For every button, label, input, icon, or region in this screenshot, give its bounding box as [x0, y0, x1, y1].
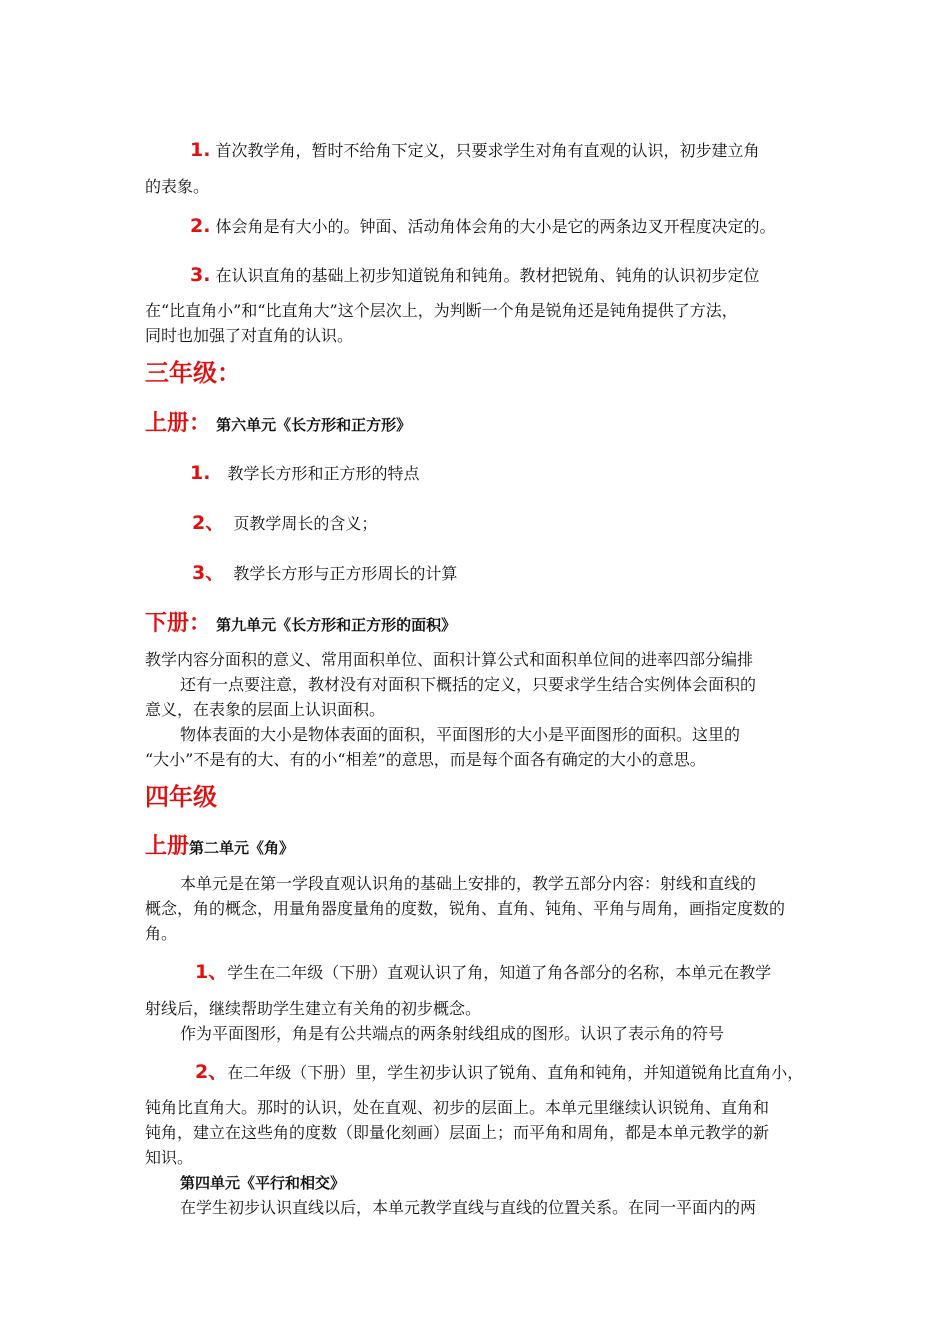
- grade4-point-2-line-2: 钝角比直角大。那时的认识，处在直观、初步的层面上。本单元里继续认识锐角、直角和: [145, 1098, 770, 1117]
- grade4-para-1a: 本单元是在第一学段直观认识角的基础上安排的，教学五部分内容：射线和直线的: [180, 874, 757, 893]
- point-number: 1、: [195, 961, 228, 983]
- unit-title: 第九单元《长方形和正方形的面积》: [216, 616, 457, 634]
- point-number: 3.: [190, 264, 211, 286]
- point-number: 1.: [190, 139, 211, 161]
- item-text: 页教学周长的含义；: [233, 514, 378, 533]
- point-text: 在二年级（下册）里，学生初步认识了锐角、直角和钝角，并知道锐角比直角小，: [227, 1063, 804, 1082]
- grade4-point-1-line-1: [195, 960, 771, 985]
- point-text: 在认识直角的基础上初步知道锐角和钝角。教材把锐角、钝角的认识初步定位: [215, 266, 760, 285]
- unit-title: 第六单元《长方形和正方形》: [216, 416, 412, 434]
- volume-label: 上册: [145, 834, 190, 859]
- grade3-upper-heading: [145, 410, 411, 438]
- item-text: 教学长方形与正方形周长的计算: [233, 564, 458, 583]
- unit-title: 第二单元《角》: [189, 839, 295, 857]
- grade3-lower-para-1: 教学内容分面积的意义、常用面积单位、面积计算公式和面积单位间的进率四部分编排: [145, 650, 754, 669]
- point-text: 学生在二年级（下册）直观认识了角，知道了角各部分的名称，本单元在教学: [227, 963, 772, 982]
- point-text: 体会角是有大小的。钟面、活动角体会角的大小是它的两条边叉开程度决定的。: [215, 217, 776, 236]
- item-number: 3、: [192, 562, 225, 584]
- grade4-point-1-line-3: 作为平面图形，角是有公共端点的两条射线组成的图形。认识了表示角的符号: [180, 1024, 725, 1043]
- point-1-line-1: [190, 138, 760, 163]
- grade3-upper-item-2: [192, 511, 377, 536]
- item-number: 2、: [192, 512, 225, 534]
- grade3-lower-heading: [145, 610, 456, 638]
- grade4-point-1-line-2: 射线后，继续帮助学生建立有关角的初步概念。: [145, 999, 482, 1018]
- item-number: 1.: [190, 462, 211, 484]
- point-3-line-1: [190, 263, 760, 288]
- point-1-line-2: 的表象。: [145, 177, 210, 196]
- grade4-para-1b: 概念，角的概念，用量角器度量角的度数，锐角、直角、钝角、平角与周角，画指定度数的: [145, 899, 786, 918]
- point-number: 2.: [190, 215, 211, 237]
- grade4-point-2-line-1: [195, 1060, 803, 1085]
- grade3-heading: 三年级：: [145, 359, 241, 387]
- volume-label: 下册：: [145, 611, 212, 636]
- grade4-point-2-line-3: 钝角，建立在这些角的度数（即量化刻画）层面上；而平角和周角，都是本单元教学的新: [145, 1123, 770, 1142]
- grade4-para-2a: 在学生初步认识直线以后，本单元教学直线与直线的位置关系。在同一平面内的两: [180, 1198, 757, 1217]
- volume-label: 上册：: [145, 411, 212, 436]
- grade3-upper-item-1: [190, 461, 420, 486]
- item-text: 教学长方形和正方形的特点: [227, 464, 420, 483]
- grade4-heading: 四年级: [145, 783, 217, 811]
- grade3-lower-para-3b: “大小”不是有的大、有的小“相差”的意思，而是每个面各有确定的大小的意思。: [145, 750, 706, 769]
- grade3-upper-item-3: [192, 561, 457, 586]
- point-number: 2、: [195, 1061, 228, 1083]
- grade3-lower-para-2b: 意义，在表象的层面上认识面积。: [145, 700, 386, 719]
- point-text: 首次教学角，暂时不给角下定义，只要求学生对角有直观的认识，初步建立角: [215, 141, 760, 160]
- grade4-upper-heading: [145, 833, 294, 861]
- point-3-line-3: 同时也加强了对直角的认识。: [145, 326, 354, 345]
- point-2-line-1: [190, 214, 776, 239]
- grade4-unit-4-title: 第四单元《平行和相交》: [180, 1174, 346, 1192]
- grade4-para-1c: 角。: [145, 924, 178, 943]
- grade3-lower-para-2a: 还有一点要注意，教材没有对面积下概括的定义，只要求学生结合实例体会面积的: [180, 675, 757, 694]
- grade3-lower-para-3a: 物体表面的大小是物体表面的面积，平面图形的大小是平面图形的面积。这里的: [180, 725, 741, 744]
- point-3-line-2: 在“比直角小”和“比直角大”这个层次上，为判断一个角是锐角还是钝角提供了方法，: [145, 301, 738, 320]
- grade4-point-2-line-4: 知识。: [145, 1148, 194, 1167]
